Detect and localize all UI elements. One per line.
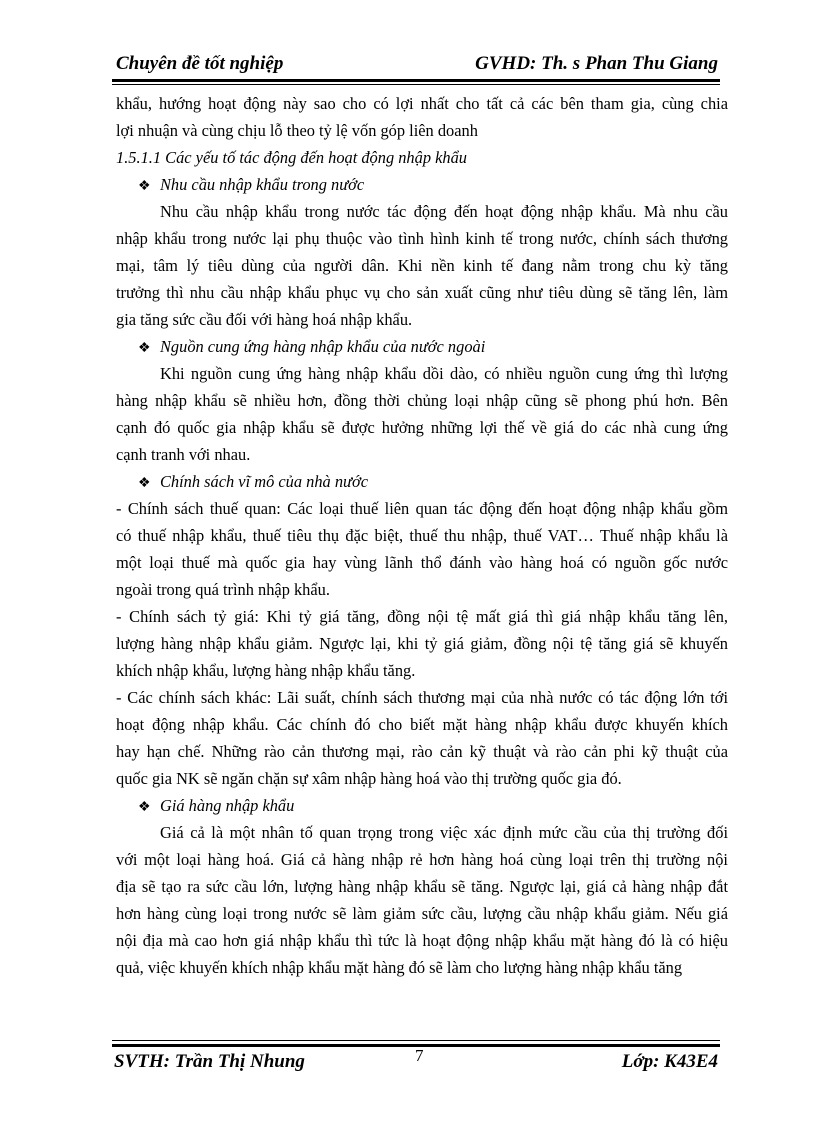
header-rule-thin [112, 84, 720, 85]
paragraph-line: trưởng thì nhu cầu nhập khẩu phục vụ cho sản xuất cũng như tiêu dùng sẽ tăng lên, làm [116, 283, 728, 302]
paragraph-line: quốc gia NK sẽ ngăn chặn sự xâm nhập hàng hoá vào thị trường quốc gia đó. [116, 769, 622, 788]
paragraph-line: Khi nguồn cung ứng hàng nhập khẩu dồi dào, có nhiều nguồn cung ứng thì lượng [160, 364, 728, 383]
bullet-title: Chính sách vĩ mô của nhà nước [160, 472, 368, 491]
page-number: 7 [415, 1046, 424, 1065]
header-title: Chuyên đề tốt nghiệp [116, 53, 284, 74]
paragraph-line: khẩu, hướng hoạt động này sao cho có lợi nhất cho tất cả các bên tham gia, cùng chia [116, 94, 728, 113]
diamond-bullet-icon: ❖ [138, 800, 151, 815]
bullet-heading [116, 333, 728, 360]
diamond-bullet-icon: ❖ [138, 341, 151, 356]
paragraph-line: Giá cả là một nhân tố quan trọng trong việc xác định mức cầu của thị trường đối [160, 823, 728, 842]
paragraph-line: hoạt động nhập khẩu. Các chính đó cho biết mặt hàng nhập khẩu được khuyến khích [116, 715, 728, 734]
paragraph-line: - Chính sách tỷ giá: Khi tỷ giá tăng, đồng nội tệ mất giá thì giá nhập khẩu tăng lên, [116, 607, 728, 626]
bullet-title: Giá hàng nhập khẩu [160, 796, 295, 815]
bullet-heading [116, 171, 728, 198]
paragraph-line: mại, tâm lý tiêu dùng của người dân. Khi nền kinh tế đang nằm trong chu kỳ tăng [116, 256, 728, 275]
section-title: 1.5.1.1 Các yếu tố tác động đến hoạt động nhập khẩu [116, 148, 467, 167]
paragraph-line: nhập khẩu trong nước lại phụ thuộc vào tình hình kinh tế trong nước, chính sách thương [116, 229, 728, 248]
paragraph-line: địa sẽ tạo ra sức cầu lớn, lượng hàng nhập khẩu sẽ tăng. Ngược lại, giá cả hàng nhập đắt [116, 877, 728, 896]
bullet-heading [116, 468, 728, 495]
paragraph-line: cạnh tranh với nhau. [116, 445, 251, 464]
paragraph-line: với một loại hàng hoá. Giá cả hàng nhập rẻ hơn hàng hoá cùng loại trên thị trường nội [116, 850, 728, 869]
footer-rule-thin [112, 1040, 720, 1041]
paragraph-line: lợi nhuận và cùng chịu lỗ theo tỷ lệ vốn góp liên doanh [116, 121, 478, 140]
page-footer [112, 1046, 720, 1078]
page-body [116, 90, 728, 981]
page-header [112, 52, 720, 80]
paragraph-line: gia tăng sức cầu đối với hàng hoá nhập khẩu. [116, 310, 413, 329]
diamond-bullet-icon: ❖ [138, 179, 151, 194]
paragraph-line: quả, việc khuyến khích nhập khẩu mặt hàng đó sẽ làm cho lượng hàng nhập khẩu tăng [116, 958, 683, 977]
bullet-title: Nguồn cung ứng hàng nhập khẩu của nước ngoài [160, 337, 486, 356]
paragraph-line: - Các chính sách khác: Lãi suất, chính sách thương mại của nhà nước có tác động lớn tới [116, 688, 728, 707]
paragraph-line: lượng hàng nhập khẩu giảm. Ngược lại, khi tỷ giá giảm, đồng nội tệ tăng giá sẽ khuyến [116, 634, 728, 653]
footer-class: Lớp: K43E4 [621, 1051, 718, 1072]
paragraph-line: hàng nhập khẩu sẽ nhiều hơn, đồng thời chủng loại nhập cũng sẽ phong phú hơn. Bên [116, 391, 728, 410]
footer-student: SVTH: Trần Thị Nhung [114, 1051, 305, 1072]
paragraph-line: - Chính sách thuế quan: Các loại thuế liên quan tác động đến hoạt động nhập khẩu gồm [116, 499, 728, 518]
paragraph-line: khích nhập khẩu, lượng hàng nhập khẩu tăng. [116, 661, 416, 680]
paragraph-line: một loại thuế mà quốc gia hay vùng lãnh thổ đánh vào hàng hoá có nguồn gốc nước [116, 553, 728, 572]
bullet-title: Nhu cầu nhập khẩu trong nước [160, 175, 365, 194]
bullet-heading [116, 792, 728, 819]
paragraph-line: Nhu cầu nhập khẩu trong nước tác động đến hoạt động nhập khẩu. Mà nhu cầu [160, 202, 728, 221]
diamond-bullet-icon: ❖ [138, 476, 151, 491]
paragraph-line: có thuế nhập khẩu, thuế tiêu thụ đặc biệt, thuế thu nhập, thuế VAT… Thuế nhập khẩu là [116, 526, 728, 545]
paragraph-line: cạnh đó quốc gia nhập khẩu sẽ được hưởng những lợi thế về giá do các nhà cung ứng [116, 418, 728, 437]
header-supervisor: GVHD: Th. s Phan Thu Giang [475, 53, 718, 74]
paragraph-line: nội địa mà cao hơn giá nhập khẩu thì tức là hoạt động nhập khẩu mặt hàng đó là có hiệu [116, 931, 728, 950]
paragraph-line: hay hạn chế. Những rào cản thương mại, rào cản kỹ thuật và rào cản phi kỹ thuật của [116, 742, 728, 761]
header-rule-thick [112, 79, 720, 82]
paragraph-line: hơn hàng cùng loại trong nước sẽ làm giảm sức cầu, lượng cầu nhập khẩu giảm. Nếu giá [116, 904, 728, 923]
paragraph-line: ngoài trong quá trình nhập khẩu. [116, 580, 330, 599]
